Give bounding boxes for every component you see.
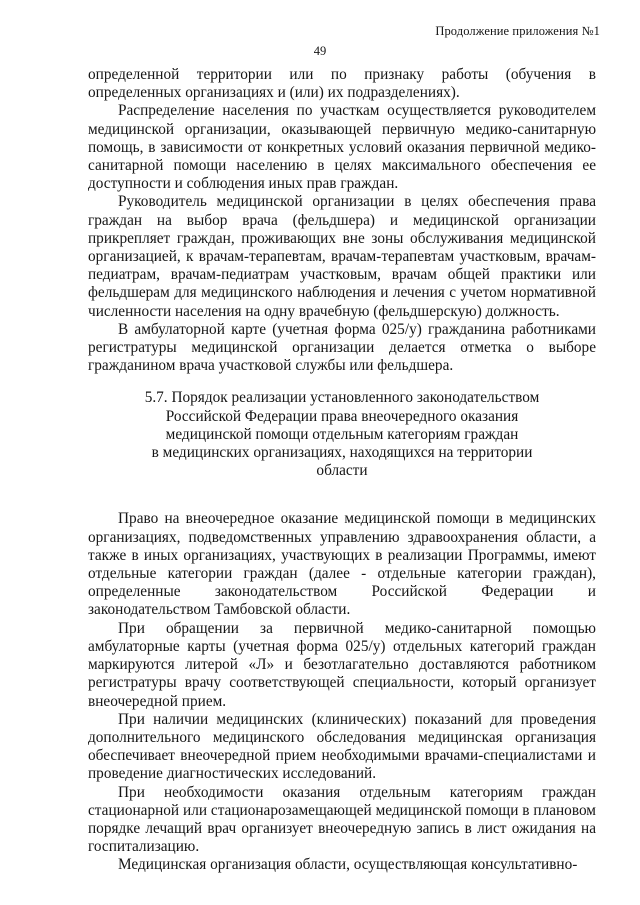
paragraph-hospitalization: При необходимости оказания отдельным категориям граждан стационарной или стационарозамещающей медицинской помощи в плановом порядке лечащий врач организует внеочередную запись в лист ожидания на госпитализацию. xyxy=(88,783,596,856)
section-heading-line: медицинской помощи отдельным категориям граждан xyxy=(165,425,519,443)
section-heading-line: в медицинских организациях, находящихся на территории xyxy=(151,444,533,462)
paragraph-priority-right: Право на внеочередное оказание медицинской помощи в медицинских организациях, подведомственных управлению здравоохранения области, а также в иных организациях, участвующих в реализации Программы, имеют отдельные категории граждан (далее - отдельные категории граждан), определенные законодательством Российской Федерации и законодательством Тамбовской области. xyxy=(88,510,596,619)
section-heading xyxy=(88,389,596,480)
document-body xyxy=(88,66,596,875)
paragraph-continuation: определенной территории или по признаку работы (обучения в определенных организациях и (или) их подразделениях). xyxy=(88,66,596,102)
paragraph-outpatient-card: В амбулаторной карте (учетная форма 025/у) гражданина работниками регистратуры медицинской организации делается отметка о выборе гражданином врача участковой службы или фельдшера. xyxy=(88,320,596,375)
paragraph-consultative-organization: Медицинская организация области, осуществляющая консультативно- xyxy=(118,856,578,874)
paragraph-outpatient-marking: При обращении за первичной медико-санитарной помощью амбулаторные карты (учетная форма 025/у) отдельных категорий граждан маркируются литерой «Л» и безотлагательно доставляются работником регистратуры врачу соответствующей специальности, который организует внеочередной прием. xyxy=(88,619,596,710)
paragraph-population-distribution: Распределение населения по участкам осуществляется руководителем медицинской организации, оказывающей первичную медико-санитарную помощь, в зависимости от конкретных условий оказания первичной медико-санитарной помощи населению в целях максимального обеспечения ее доступности и соблюдения иных прав граждан. xyxy=(88,102,596,193)
section-heading-line: Российской Федерации права внеочередного оказания xyxy=(165,407,519,425)
paragraph-doctor-choice: Руководитель медицинской организации в целях обеспечения права граждан на выбор врача (фельдшера) и медицинской организации прикрепляет граждан, проживающих вне зоны обслуживания медицинской организацией, к врачам-терапевтам, врачам-терапевтам участковым, врачам-педиатрам, врачам-педиатрам участковым, врачам общей практики или фельдшерам для медицинского наблюдения и лечения с учетом нормативной численности населения на одну врачебную (фельдшерскую) должность. xyxy=(88,193,596,320)
section-heading-line: 5.7. Порядок реализации установленного законодательством xyxy=(144,389,540,407)
paragraph-additional-examination: При наличии медицинских (клинических) показаний для проведения дополнительного медицинского обследования медицинская организация обеспечивает внеочередной прием необходимыми врачами-специалистами и проведение диагностических исследований. xyxy=(88,710,596,783)
appendix-continuation-note: Продолжение приложения №1 xyxy=(435,24,600,38)
page-number: 49 xyxy=(313,44,327,58)
section-heading-line: области xyxy=(316,462,368,480)
